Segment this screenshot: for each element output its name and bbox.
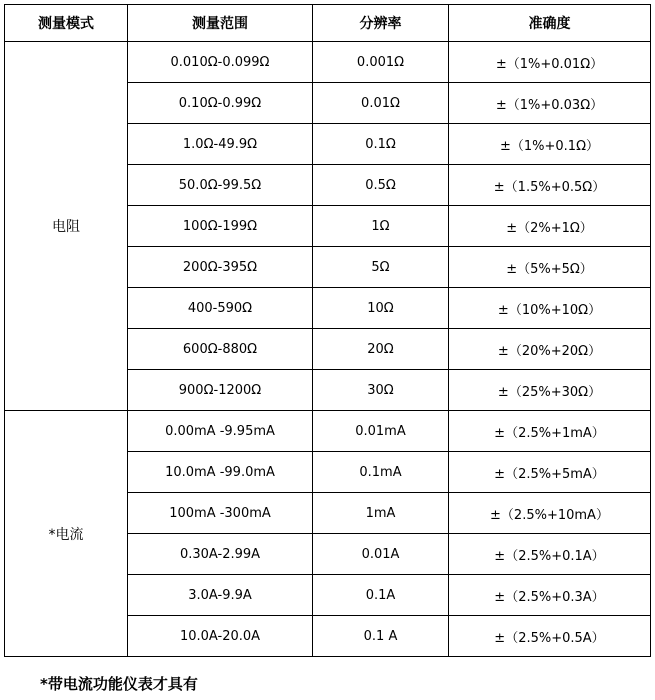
accuracy-cell: ±（1%+0.1Ω） <box>449 124 651 165</box>
resolution-cell: 0.5Ω <box>313 165 449 206</box>
spec-table <box>4 4 651 657</box>
resolution-cell: 10Ω <box>313 288 449 329</box>
accuracy-cell: ±（2.5%+1mA） <box>449 411 651 452</box>
range-cell: 0.010Ω-0.099Ω <box>128 42 313 83</box>
resolution-cell: 5Ω <box>313 247 449 288</box>
resolution-cell: 1mA <box>313 493 449 534</box>
range-cell: 0.10Ω-0.99Ω <box>128 83 313 124</box>
resolution-cell: 0.1Ω <box>313 124 449 165</box>
mode-cell: 电阻 <box>5 42 128 411</box>
table-body <box>5 42 651 657</box>
resolution-cell: 0.001Ω <box>313 42 449 83</box>
range-cell: 600Ω-880Ω <box>128 329 313 370</box>
accuracy-cell: ±（2.5%+10mA） <box>449 493 651 534</box>
header-accuracy: 准确度 <box>449 5 651 42</box>
accuracy-cell: ±（1.5%+0.5Ω） <box>449 165 651 206</box>
resolution-cell: 30Ω <box>313 370 449 411</box>
resolution-cell: 0.1A <box>313 575 449 616</box>
range-cell: 10.0A-20.0A <box>128 616 313 657</box>
table-row <box>5 411 651 452</box>
resolution-cell: 0.01mA <box>313 411 449 452</box>
accuracy-cell: ±（2.5%+0.3A） <box>449 575 651 616</box>
range-cell: 900Ω-1200Ω <box>128 370 313 411</box>
resolution-cell: 0.1mA <box>313 452 449 493</box>
table-row <box>5 42 651 83</box>
accuracy-cell: ±（10%+10Ω） <box>449 288 651 329</box>
range-cell: 0.30A-2.99A <box>128 534 313 575</box>
accuracy-cell: ±（20%+20Ω） <box>449 329 651 370</box>
range-cell: 1.0Ω-49.9Ω <box>128 124 313 165</box>
header-mode: 测量模式 <box>5 5 128 42</box>
resolution-cell: 0.01Ω <box>313 83 449 124</box>
resolution-cell: 0.01A <box>313 534 449 575</box>
accuracy-cell: ±（1%+0.01Ω） <box>449 42 651 83</box>
range-cell: 50.0Ω-99.5Ω <box>128 165 313 206</box>
footnote: *带电流功能仪表才具有 <box>40 675 198 693</box>
accuracy-cell: ±（2.5%+0.5A） <box>449 616 651 657</box>
resolution-cell: 1Ω <box>313 206 449 247</box>
header-range: 测量范围 <box>128 5 313 42</box>
accuracy-cell: ±（25%+30Ω） <box>449 370 651 411</box>
resolution-cell: 0.1 A <box>313 616 449 657</box>
range-cell: 3.0A-9.9A <box>128 575 313 616</box>
accuracy-cell: ±（2.5%+0.1A） <box>449 534 651 575</box>
range-cell: 0.00mA -9.95mA <box>128 411 313 452</box>
range-cell: 100Ω-199Ω <box>128 206 313 247</box>
range-cell: 10.0mA -99.0mA <box>128 452 313 493</box>
header-resolution: 分辨率 <box>313 5 449 42</box>
table-header <box>5 5 651 42</box>
accuracy-cell: ±（2.5%+5mA） <box>449 452 651 493</box>
accuracy-cell: ±（1%+0.03Ω） <box>449 83 651 124</box>
mode-cell: *电流 <box>5 411 128 657</box>
range-cell: 200Ω-395Ω <box>128 247 313 288</box>
accuracy-cell: ±（5%+5Ω） <box>449 247 651 288</box>
accuracy-cell: ±（2%+1Ω） <box>449 206 651 247</box>
range-cell: 400-590Ω <box>128 288 313 329</box>
resolution-cell: 20Ω <box>313 329 449 370</box>
range-cell: 100mA -300mA <box>128 493 313 534</box>
